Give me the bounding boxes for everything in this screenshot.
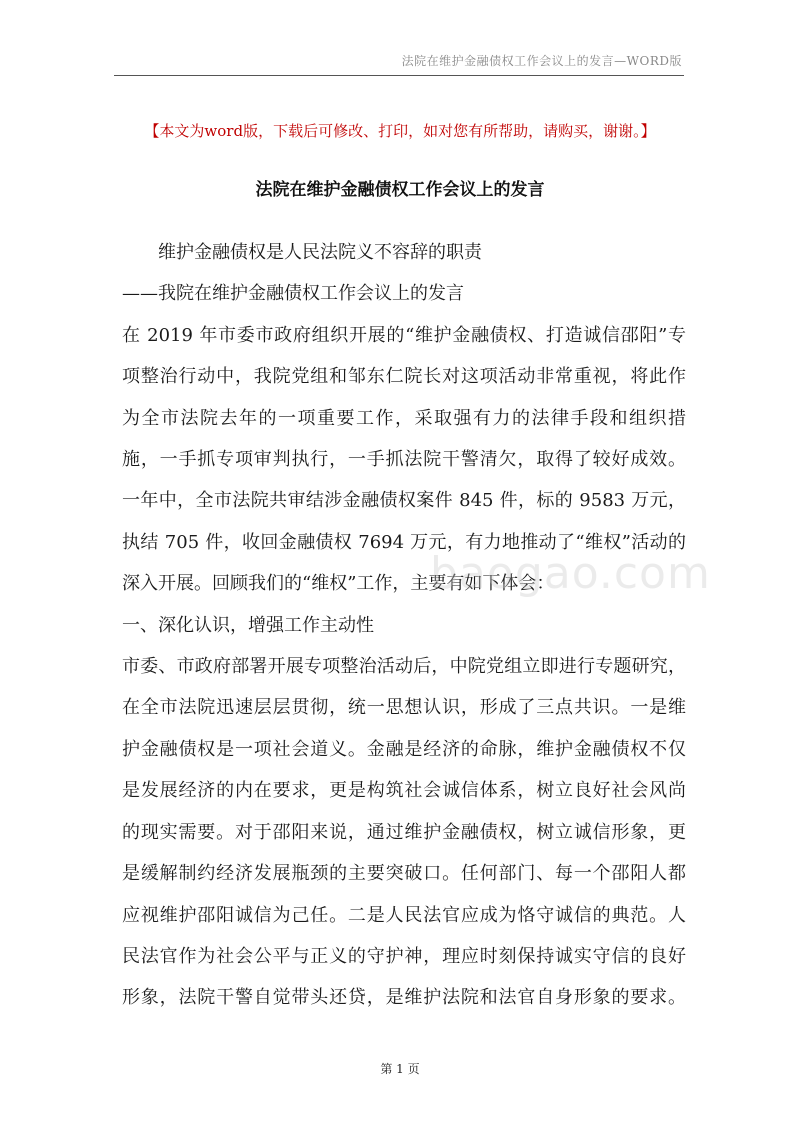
body-line: 应视维护邵阳诚信为己任。二是人民法官应成为恪守诚信的典范。人 [122, 904, 686, 926]
document-title: 法院在维护金融债权工作会议上的发言 [255, 180, 545, 200]
body-line: 深入开展。回顾我们的“维权”工作，主要有如下体会： [122, 573, 555, 595]
body-line: 在 2019 年市委市政府组织开展的“维护金融债权、打造诚信邵阳”专 [122, 324, 686, 346]
subtitle-line: 维护金融债权是人民法院义不容辞的职责 [158, 242, 482, 263]
document-body [122, 232, 686, 1019]
body-line: 民法官作为社会公平与正义的守护神，理应时刻保持诚实守信的良好 [122, 945, 686, 967]
body-line: 是发展经济的内在要求，更是构筑社会诚信体系，树立良好社会风尚 [122, 780, 686, 802]
body-line: 是缓解制约经济发展瓶颈的主要突破口。任何部门、每一个邵阳人都 [122, 863, 686, 885]
header-rule [114, 75, 684, 76]
subtitle-dash-line: ——我院在维护金融债权工作会议上的发言 [122, 283, 464, 305]
section-heading: 一、深化认识，增强工作主动性 [122, 614, 374, 636]
notice-text: 【本文为word版，下载后可修改、打印，如对您有所帮助，请购买，谢谢。】 [144, 122, 656, 140]
body-line: 形象，法院干警自觉带头还贷，是维护法院和法官自身形象的要求。 [122, 987, 686, 1009]
body-line: 为全市法院去年的一项重要工作，采取强有力的法律手段和组织措 [122, 407, 686, 429]
body-line: 市委、市政府部署开展专项整治活动后，中院党组立即进行专题研究， [122, 656, 686, 678]
header-text: 法院在维护金融债权工作会议上的发言—WORD版 [401, 54, 682, 68]
body-line: 执结 705 件，收回金融债权 7694 万元，有力地推动了“维权”活动的 [122, 531, 686, 553]
body-line: 施，一手抓专项审判执行，一手抓法院干警清欠，取得了较好成效。 [122, 449, 686, 471]
body-line: 一年中，全市法院共审结涉金融债权案件 845 件，标的 9583 万元， [122, 490, 686, 512]
watermark: baogao.com [430, 548, 711, 599]
page-number: 第 1 页 [380, 1062, 420, 1076]
body-line: 的现实需要。对于邵阳来说，通过维护金融债权，树立诚信形象，更 [122, 821, 686, 843]
body-line: 项整治行动中，我院党组和邹东仁院长对这项活动非常重视，将此作 [122, 366, 686, 388]
body-line: 在全市法院迅速层层贯彻，统一思想认识，形成了三点共识。一是维 [122, 697, 686, 719]
body-line: 护金融债权是一项社会道义。金融是经济的命脉，维护金融债权不仅 [122, 738, 686, 760]
